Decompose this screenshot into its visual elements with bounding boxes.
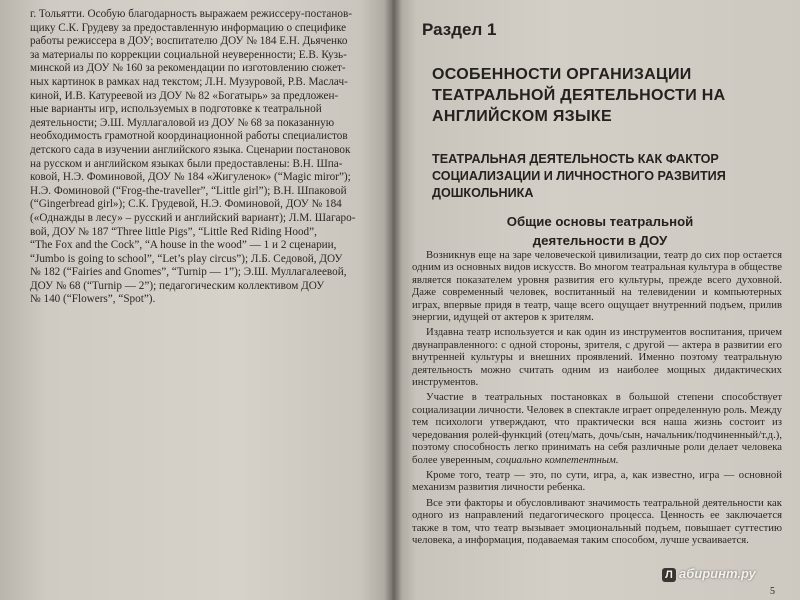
right-page-body: [412, 249, 782, 549]
page-number: 5: [770, 586, 775, 597]
left-line: на русском и английском языках были предоставлены: В.Н. Шпа-: [30, 157, 343, 170]
paragraph: [412, 391, 782, 465]
subsection-title-line: Общие основы театральной: [506, 214, 694, 229]
left-line: (“Gingerbread girl»); С.К. Грудевой, Н.Э. Фоминовой, ДОУ № 184: [30, 198, 342, 211]
left-line: ковой, Н.Э. Фоминовой, ДОУ № 184 «Жигуленок» (“Magic miror”);: [30, 171, 351, 184]
left-line: ДОУ № 68 (“Turnip — 2”); педагогическим коллективом ДОУ: [30, 279, 325, 292]
left-line: ные варианты игр, используемых в подготовке к театральной: [30, 103, 322, 116]
subsection-title-line: деятельности в ДОУ: [532, 233, 668, 248]
paragraph: Все эти факторы и обусловливают значимость театральной деятельности как одного из направлений педагогического процесса. Ценность ее заключается также в том, что театр вызывает эмоциональный подъем, повышает суттестию человека, а информация, подаваемая таким способом, лучше усваивается.: [412, 496, 782, 546]
left-line: “Jumbo is going to school”, “Let’s play circus”); Л.Б. Седовой, ДОУ: [30, 252, 343, 265]
paragraph: Кроме того, театр — это, по сути, игра, а, как известно, игра — основной механизм развития личности ребенка.: [412, 468, 782, 494]
emphasis-text: социально компетентным.: [496, 453, 619, 466]
subsection-title: [420, 212, 780, 250]
left-line: работы режиссера в ДОУ; воспитателю ДОУ № 184 Е.Н. Дьяченко: [30, 35, 348, 48]
watermark: [662, 566, 756, 582]
section-label: Раздел 1: [422, 20, 497, 39]
left-line: Н.Э. Фоминовой (“Frog-the-traveller”, “Little girl”); В.Н. Шпаковой: [30, 184, 347, 197]
chapter-title: ОСОБЕННОСТИ ОРГАНИЗАЦИИ ТЕАТРАЛЬНОЙ ДЕЯТЕЛЬНОСТИ НА АНГЛИЙСКОМ ЯЗЫКЕ: [432, 66, 726, 125]
left-line: минской из ДОУ № 160 за рекомендации по изготовлению сюжет-: [30, 62, 346, 75]
book-gutter: [384, 0, 402, 600]
paragraph: Издавна театр используется и как один из инструментов воспитания, причем двунаправленного: с одной стороны, зрителя, с другой — актера в развитии его внутренней культуры и внешних проявлений. Именно поэтому театральную деятельность можно считать одним из наиболее мощных дидактических инструментов.: [412, 326, 782, 389]
left-line: («Однажды в лесу» – русский и английский вариант); Л.М. Шагаро-: [30, 211, 356, 224]
left-line: г. Тольятти. Особую благодарность выражаем режиссеру-постанов-: [30, 8, 352, 20]
left-line: деятельности; Э.Ш. Муллагаловой из ДОУ № 68 за показанную: [30, 116, 335, 129]
paragraph: Возникнув еще на заре человеческой цивилизации, театр до сих пор остается одним из основных видов искусств. Во многом театральная культура в обществе является показателем уровня развития его культуры, прежде всего духовной. Даже современный человек, воспитанный на телевидении и компьютерных играх, впервые придя в театр, чаще всего ощущает внутренний подъем, прилив энергии, идущей от актеров к зрителям.: [412, 249, 782, 324]
right-page-headings: [420, 20, 780, 250]
left-line: щику С.К. Грудеву за предоставленную информацию о специфике: [30, 21, 347, 34]
labirint-logo-icon: Л: [662, 568, 676, 582]
paragraph-text: Участие в театральных постановках в большой степени способствует социализации личности. Человек в спектакле играет определенную роль. Между тем психологи утверждают, что практически вся наша жизнь состоит из чередования ролей-функций (отец/мать, дочь/сын, начальник/подчиненный/т.д.), поэтому способность легко принимать на себя различные роли делает человека более уверенным,: [412, 391, 782, 466]
left-line: необходимость грамотной координационной работы специалистов: [30, 130, 348, 143]
left-line: “The Fox and the Cock”, “A house in the wood” — 1 и 2 сценарии,: [30, 239, 337, 252]
left-line: за материалы по коррекции социальной неуверенности; Е.В. Кузь-: [30, 48, 347, 61]
left-line: вой, ДОУ № 187 “Three little Pigs”, “Little Red Riding Hood”,: [30, 225, 317, 238]
watermark-text: абиринт.ру: [679, 566, 756, 581]
left-line: детского сада в изучении английского языка. Сценарии постановок: [30, 143, 351, 156]
left-line: киной, И.В. Катуреевой из ДОУ № 82 «Богатырь» за предложен-: [30, 89, 339, 102]
left-line: № 182 (“Fairies and Gnomes”, “Turnip — 1”); Э.Ш. Муллагалеевой,: [30, 266, 347, 279]
left-page-text: [30, 8, 372, 307]
section-subtitle: ТЕАТРАЛЬНАЯ ДЕЯТЕЛЬНОСТЬ КАК ФАКТОР СОЦИАЛИЗАЦИИ И ЛИЧНОСТНОГО РАЗВИТИЯ ДОШКОЛЬНИКА: [432, 152, 726, 200]
left-line: ных картинок в рамках над текстом; Л.Н. Музуровой, Р.В. Маслач-: [30, 75, 348, 88]
left-line: № 140 (“Flowers”, “Spot”).: [30, 293, 156, 306]
